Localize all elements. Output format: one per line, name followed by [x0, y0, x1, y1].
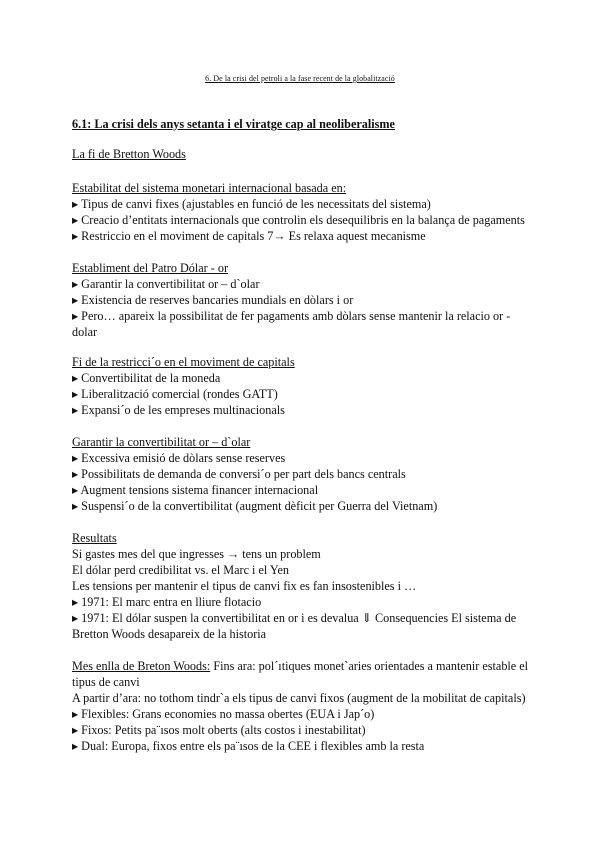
block6-item: ▸ Fixos: Petits pa¨ısos molt oberts (alts costos i inestabilitat)	[72, 723, 366, 737]
block1-heading: Estabilitat del sistema monetari internacional basada en:	[72, 181, 347, 195]
block5-heading: Resultats	[72, 531, 117, 545]
block4-item: ▸ Augment tensions sistema financer internacional	[72, 483, 319, 497]
block4-heading: Garantir la convertibilitat or – d`olar	[72, 435, 251, 449]
block5-item: ▸ 1971: El dólar suspen la convertibilitat en or i es devalua ⇓ Consequencies El sistema de	[72, 611, 517, 625]
block6-item: ▸ Dual: Europa, fixos entre els pa¨ısos de la CEE i flexibles amb la resta	[72, 739, 425, 753]
block6-heading-line	[72, 658, 528, 674]
block5-item: Si gastes mes del que ingresses → tens un problem	[72, 547, 321, 561]
block6-item: ▸ Flexibles: Grans economies no massa obertes (EUA i Jap´o)	[72, 707, 375, 721]
block2-item: ▸ Pero… apareix la possibilitat de fer pagaments amb dòlars sense mantenir la relacio or -	[72, 309, 511, 323]
section-heading: 6.1: La crisi dels anys setanta i el viratge cap al neoliberalisme	[72, 117, 395, 131]
block2-item: ▸ Garantir la convertibilitat or – d`olar	[72, 277, 260, 291]
block2-item: ▸ Existencia de reserves bancaries mundials en dòlars i or	[72, 293, 354, 307]
block6-item: tipus de canvi	[72, 675, 140, 689]
block2-heading: Establiment del Patro Dólar - or	[72, 261, 229, 275]
block5-item: Les tensions per mantenir el tipus de canvi fix es fan insostenibles i …	[72, 579, 417, 593]
block3-item: ▸ Convertibilitat de la moneda	[72, 371, 221, 385]
block1-item: ▸ Tipus de canvi fixes (ajustables en funció de les necessitats del sistema)	[72, 197, 431, 211]
page-title: 6. De la crisi del petroli a la fase recent de la globalització	[205, 74, 395, 83]
block4-item: ▸ Suspensi´o de la convertibilitat (augment dèficit per Guerra del Vietnam)	[72, 499, 438, 513]
block6-heading-rest: Fins ara: pol´ıtiques monet`aries orientades a mantenir estable el	[210, 659, 529, 673]
block3-item: ▸ Expansi´o de les empreses multinacionals	[72, 403, 285, 417]
block6-heading: Mes enlla de Breton Woods:	[72, 659, 211, 673]
block4-item: ▸ Excessiva emisió de dòlars sense reserves	[72, 451, 286, 465]
block1-item: ▸ Restriccio en el moviment de capitals 7→ Es relaxa aquest mecanisme	[72, 229, 426, 243]
block5-item: ▸ 1971: El marc entra en lliure flotacio	[72, 595, 262, 609]
block5-item: Bretton Woods desapareix de la historia	[72, 627, 267, 641]
block6-item: A partir d’ara: no tothom tindr`a els tipus de canvi fixos (augment de la mobilitat de capitals)	[72, 691, 526, 705]
heading-bretton-woods: La fi de Bretton Woods	[72, 147, 186, 161]
block5-item: El dólar perd credibilitat vs. el Marc i el Yen	[72, 563, 289, 577]
block1-item: ▸ Creacio d’entitats internacionals que controlin els desequilibris en la balança de pagaments	[72, 213, 525, 227]
block2-item: dolar	[72, 325, 98, 339]
block4-item: ▸ Possibilitats de demanda de conversi´o per part dels bancs centrals	[72, 467, 406, 481]
block3-item: ▸ Liberalització comercial (rondes GATT)	[72, 387, 278, 401]
block3-heading: Fi de la restricci´o en el moviment de capitals	[72, 355, 295, 369]
